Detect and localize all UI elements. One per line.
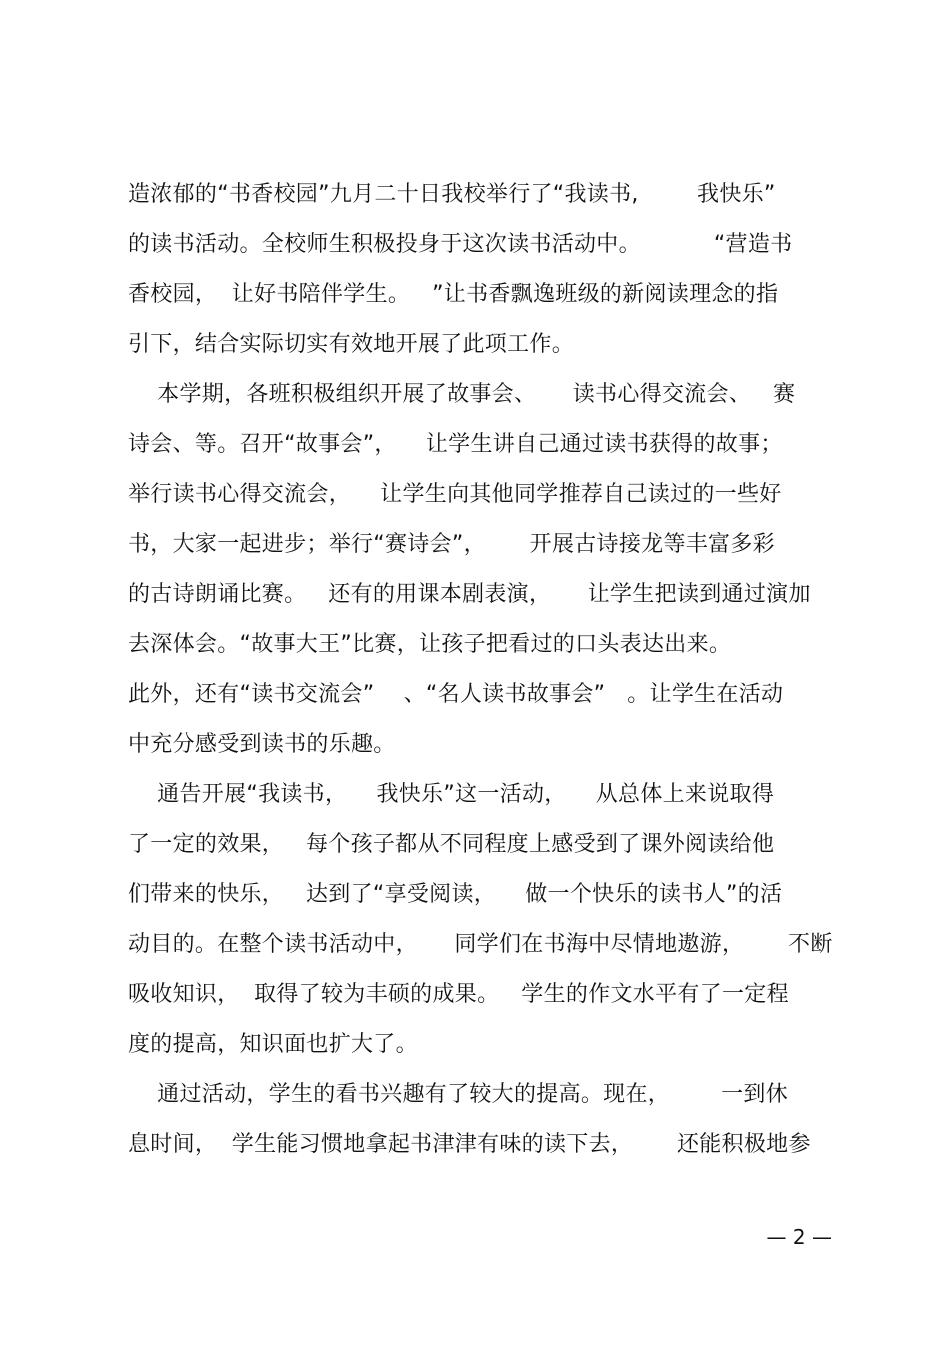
text-line: 通过活动，学生的看书兴趣有了较大的提高。现在， 一到休 xyxy=(128,1082,789,1107)
text-line: 通告开展“我读书， 我快乐”这一活动， 从总体上来说取得 xyxy=(128,782,775,807)
text-line: 举行读书心得交流会， 让学生向其他同学推荐自己读过的一些好 xyxy=(128,482,782,507)
text-line: 息时间， 学生能习惯地拿起书津津有味的读下去， 还能积极地参 xyxy=(128,1132,811,1157)
text-line: 造浓郁的“书香校园”九月二十日我校举行了“我读书, 我快乐” xyxy=(128,182,776,207)
text-line: 诗会、等。召开“故事会”， 让学生讲自己通过读书获得的故事； xyxy=(128,432,783,457)
text-line: 中充分感受到读书的乐趣。 xyxy=(128,732,396,757)
text-line: 书，大家一起进步；举行“赛诗会”， 开展古诗接龙等丰富多彩 xyxy=(128,532,775,557)
text-line: 动目的。在整个读书活动中， 同学们在书海中尽情地遨游， 不断 xyxy=(128,932,833,957)
text-line: 的古诗朗诵比赛。 还有的用课本剧表演， 让学生把读到通过演加 xyxy=(128,582,811,607)
text-line: 去深体会。“故事大王”比赛，让孩子把看过的口头表达出来。 xyxy=(128,632,732,657)
text-line: 度的提高，知识面也扩大了。 xyxy=(128,1032,418,1057)
page-number: — 2 — xyxy=(766,1225,832,1249)
text-line: 吸收知识， 取得了较为丰硕的成果。 学生的作文水平有了一定程 xyxy=(128,982,789,1007)
text-line: 本学期，各班积极组织开展了故事会、 读书心得交流会、 赛 xyxy=(128,382,796,407)
text-line: 们带来的快乐， 达到了“享受阅读， 做一个快乐的读书人”的活 xyxy=(128,882,783,907)
text-line: 的读书活动。全校师生积极投身于这次读书活动中。 “营造书 xyxy=(128,232,793,257)
text-line: 引下，结合实际切实有效地开展了此项工作。 xyxy=(128,332,575,357)
text-line: 香校园， 让好书陪伴学生。 ”让书香飘逸班级的新阅读理念的指 xyxy=(128,282,779,307)
text-line: 此外，还有“读书交流会” 、“名人读书故事会” 。让学生在活动 xyxy=(128,682,784,707)
text-line: 了一定的效果， 每个孩子都从不同程度上感受到了课外阅读给他 xyxy=(128,832,775,857)
